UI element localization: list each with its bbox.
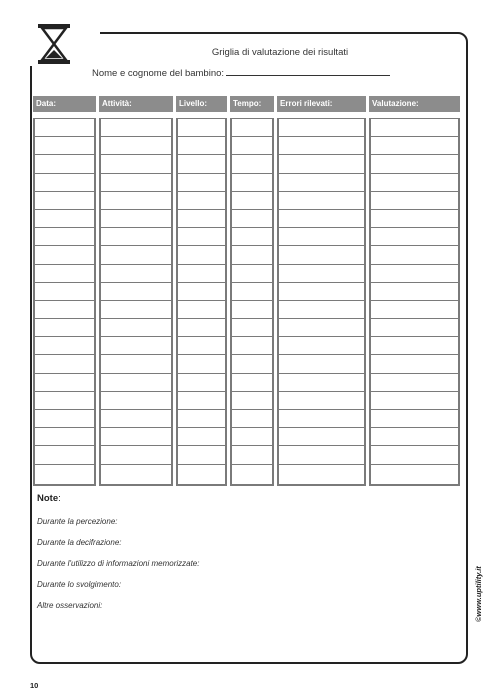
table-cell[interactable]	[101, 464, 171, 482]
table-cell[interactable]	[371, 245, 458, 263]
table-cell[interactable]	[178, 318, 225, 336]
table-cell[interactable]	[279, 118, 364, 136]
table-cell[interactable]	[371, 464, 458, 482]
table-cell[interactable]	[35, 173, 94, 191]
table-cell[interactable]	[101, 318, 171, 336]
table-cell[interactable]	[101, 136, 171, 154]
page-number: 10	[30, 681, 39, 690]
table-cell[interactable]	[279, 136, 364, 154]
table-cell[interactable]	[178, 373, 225, 391]
table-cell[interactable]	[371, 318, 458, 336]
table-cell[interactable]	[232, 427, 272, 445]
table-cell[interactable]	[371, 191, 458, 209]
table-cell[interactable]	[101, 336, 171, 354]
child-name-line	[92, 67, 390, 79]
table-cell[interactable]	[371, 173, 458, 191]
table-cell[interactable]	[371, 209, 458, 227]
table-cell[interactable]	[232, 282, 272, 300]
table-cell[interactable]	[178, 227, 225, 245]
column-header-data: Data:	[33, 96, 96, 112]
column-livello	[176, 118, 227, 486]
table-cell[interactable]	[232, 336, 272, 354]
table-cell[interactable]	[178, 391, 225, 409]
table-cell[interactable]	[178, 445, 225, 463]
table-cell[interactable]	[279, 282, 364, 300]
column-header-tempo: Tempo:	[230, 96, 274, 112]
table-cell[interactable]	[279, 264, 364, 282]
table-cell[interactable]	[371, 427, 458, 445]
table-cell[interactable]	[371, 264, 458, 282]
table-cell[interactable]	[232, 264, 272, 282]
table-cell[interactable]	[35, 300, 94, 318]
child-name-field[interactable]	[226, 67, 390, 76]
note-percezione: Durante la percezione:	[37, 517, 118, 526]
table-cell[interactable]	[371, 118, 458, 136]
table-cell[interactable]	[101, 391, 171, 409]
table-cell[interactable]	[279, 409, 364, 427]
column-header-attivita: Attività:	[99, 96, 173, 112]
column-header-valutazione: Valutazione:	[369, 96, 460, 112]
table-cell[interactable]	[35, 373, 94, 391]
column-header-errori: Errori rilevati:	[277, 96, 366, 112]
table-cell[interactable]	[35, 154, 94, 172]
table-cell[interactable]	[279, 209, 364, 227]
column-errori	[277, 118, 366, 486]
table-cell[interactable]	[35, 427, 94, 445]
table-cell[interactable]	[178, 336, 225, 354]
table-cell[interactable]	[35, 336, 94, 354]
table-cell[interactable]	[279, 427, 364, 445]
table-cell[interactable]	[178, 209, 225, 227]
table-header	[0, 96, 496, 112]
table-cell[interactable]	[101, 227, 171, 245]
table-cell[interactable]	[178, 282, 225, 300]
note-svolgimento: Durante lo svolgimento:	[37, 580, 122, 589]
table-cell[interactable]	[35, 245, 94, 263]
table-cell[interactable]	[178, 154, 225, 172]
table-cell[interactable]	[232, 209, 272, 227]
column-valutazione	[369, 118, 460, 486]
table-cell[interactable]	[178, 427, 225, 445]
table-cell[interactable]	[371, 373, 458, 391]
table-cell[interactable]	[232, 354, 272, 372]
page-title: Griglia di valutazione dei risultati	[211, 47, 349, 58]
table-cell[interactable]	[232, 409, 272, 427]
table-cell[interactable]	[101, 373, 171, 391]
table-cell[interactable]	[178, 354, 225, 372]
column-data	[33, 118, 96, 486]
table-cell[interactable]	[178, 464, 225, 482]
table-cell[interactable]	[101, 427, 171, 445]
table-cell[interactable]	[279, 154, 364, 172]
table-cell[interactable]	[279, 173, 364, 191]
table-cell[interactable]	[279, 336, 364, 354]
table-cell[interactable]	[371, 282, 458, 300]
table-cell[interactable]	[232, 373, 272, 391]
note-decifrazione: Durante la decifrazione:	[37, 538, 122, 547]
table-cell[interactable]	[232, 173, 272, 191]
table-cell[interactable]	[371, 336, 458, 354]
table-cell[interactable]	[101, 354, 171, 372]
notes-colon: :	[58, 493, 61, 504]
table-cell[interactable]	[279, 464, 364, 482]
table-cell[interactable]	[101, 264, 171, 282]
table-cell[interactable]	[178, 191, 225, 209]
table-cell[interactable]	[371, 227, 458, 245]
note-altre-osservazioni: Altre osservazioni:	[37, 601, 103, 610]
table-cell[interactable]	[35, 282, 94, 300]
notes-title: Note	[37, 493, 59, 504]
table-cell[interactable]	[371, 391, 458, 409]
table-cell[interactable]	[279, 300, 364, 318]
table-cell[interactable]	[35, 318, 94, 336]
table-cell[interactable]	[35, 391, 94, 409]
table-cell[interactable]	[35, 191, 94, 209]
table-cell[interactable]	[101, 245, 171, 263]
table-cell[interactable]	[279, 354, 364, 372]
table-cell[interactable]	[371, 300, 458, 318]
table-cell[interactable]	[35, 409, 94, 427]
table-cell[interactable]	[232, 300, 272, 318]
table-cell[interactable]	[232, 464, 272, 482]
table-cell[interactable]	[232, 445, 272, 463]
table-cell[interactable]	[371, 354, 458, 372]
table-cell[interactable]	[279, 191, 364, 209]
table-cell[interactable]	[371, 136, 458, 154]
table-cell[interactable]	[178, 245, 225, 263]
table-cell[interactable]	[178, 264, 225, 282]
table-cell[interactable]	[35, 118, 94, 136]
table-cell[interactable]	[232, 118, 272, 136]
child-name-label: Nome e cognome del bambino:	[92, 68, 225, 79]
table-cell[interactable]	[101, 282, 171, 300]
table-cell[interactable]	[232, 245, 272, 263]
table-cell[interactable]	[178, 136, 225, 154]
notes-heading	[37, 493, 61, 504]
table-cell[interactable]	[178, 173, 225, 191]
table-cell[interactable]	[232, 391, 272, 409]
table-cell[interactable]	[232, 136, 272, 154]
table-cell[interactable]	[279, 245, 364, 263]
copyright-text: ©www.uptility.it	[474, 566, 483, 622]
table-cell[interactable]	[279, 318, 364, 336]
table-cell[interactable]	[101, 173, 171, 191]
column-tempo	[230, 118, 274, 486]
table-cell[interactable]	[101, 191, 171, 209]
table-cell[interactable]	[232, 227, 272, 245]
table-cell[interactable]	[101, 300, 171, 318]
table-cell[interactable]	[178, 118, 225, 136]
table-cell[interactable]	[101, 118, 171, 136]
column-header-livello: Livello:	[176, 96, 227, 112]
table-cell[interactable]	[101, 445, 171, 463]
table-cell[interactable]	[35, 445, 94, 463]
table-cell[interactable]	[232, 154, 272, 172]
table-cell[interactable]	[279, 227, 364, 245]
table-cell[interactable]	[279, 373, 364, 391]
table-cell[interactable]	[101, 154, 171, 172]
table-cell[interactable]	[35, 136, 94, 154]
table-cell[interactable]	[371, 409, 458, 427]
table-cell[interactable]	[101, 209, 171, 227]
table-cell[interactable]	[279, 391, 364, 409]
table-cell[interactable]	[279, 445, 364, 463]
table-cell[interactable]	[178, 300, 225, 318]
note-informazioni-memorizzate: Durante l'utilizzo di informazioni memorizzate:	[37, 559, 200, 568]
hourglass-icon	[34, 22, 74, 66]
table-cell[interactable]	[371, 445, 458, 463]
column-attivita	[99, 118, 173, 486]
table-cell[interactable]	[35, 227, 94, 245]
table-cell[interactable]	[232, 318, 272, 336]
table-cell[interactable]	[35, 209, 94, 227]
table-cell[interactable]	[35, 464, 94, 482]
table-cell[interactable]	[35, 354, 94, 372]
table-cell[interactable]	[101, 409, 171, 427]
table-cell[interactable]	[232, 191, 272, 209]
table-cell[interactable]	[178, 409, 225, 427]
table-cell[interactable]	[371, 154, 458, 172]
table-cell[interactable]	[35, 264, 94, 282]
